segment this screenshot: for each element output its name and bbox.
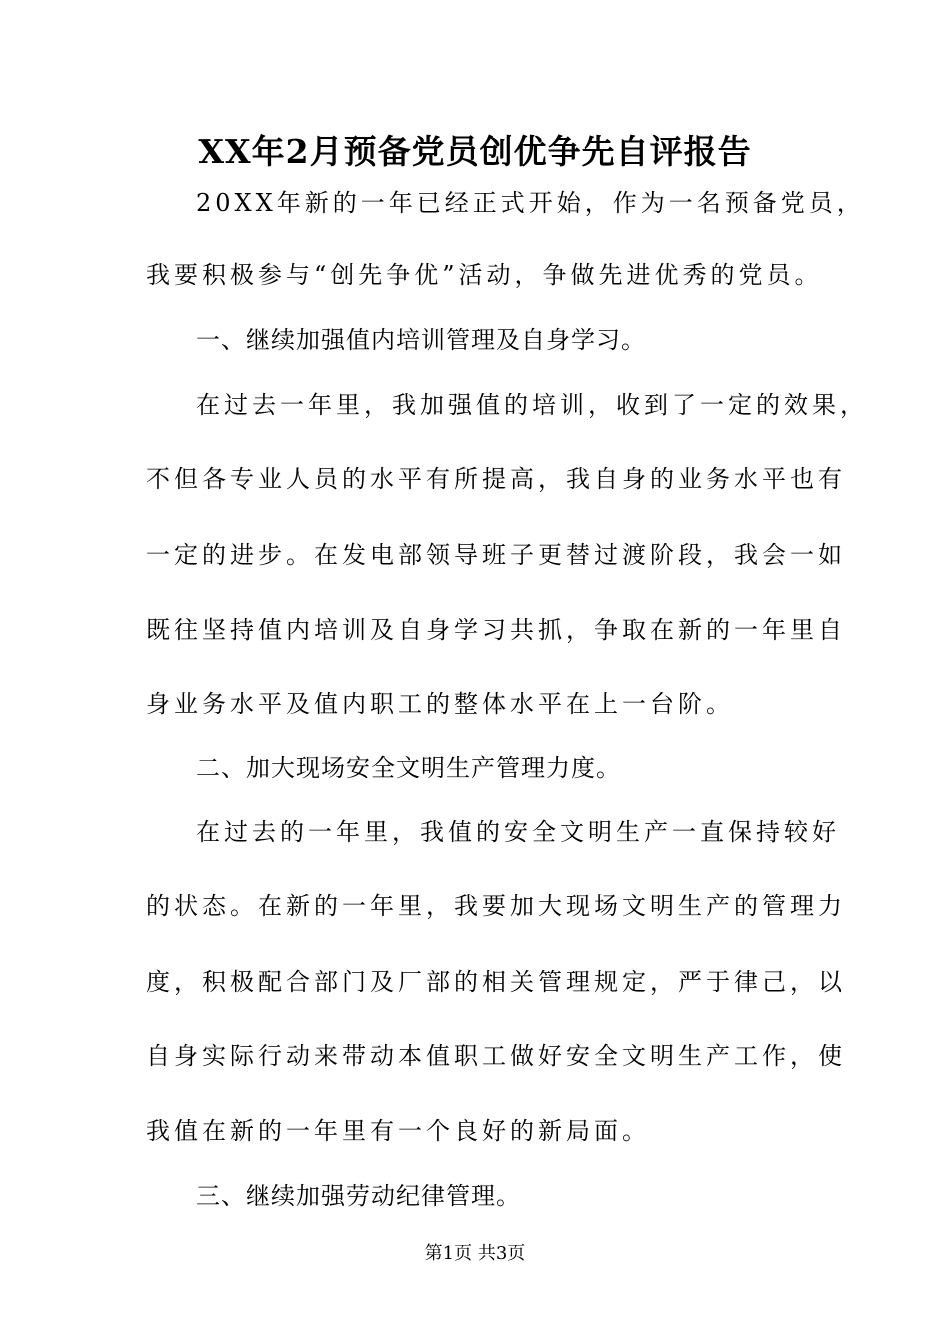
page-footer: 第1页 共3页 — [424, 1243, 526, 1264]
section-2-line-2: 的状态。在新的一年里，我要加大现场文明生产的管理力 — [146, 892, 846, 920]
section-2-line-4: 自身实际行动来带动本值职工做好安全文明生产工作，使 — [146, 1042, 846, 1070]
section-2-line-5: 我值在新的一年里有一个良好的新局面。 — [146, 1117, 650, 1145]
section-2-line-1: 在过去的一年里，我值的安全文明生产一直保持较好 — [196, 818, 840, 846]
section-1-line-5: 身业务水平及值内职工的整体水平在上一台阶。 — [146, 690, 734, 718]
section-1-line-1: 在过去一年里，我加强值的培训，收到了一定的效果， — [196, 391, 868, 419]
section-heading-3: 三、继续加强劳动纪律管理。 — [196, 1182, 521, 1210]
document-title: XX年2月预备党员创优争先自评报告 — [198, 132, 752, 171]
intro-line-2: 我要积极参与“创先争优”活动，争做先进优秀的党员。 — [146, 261, 823, 289]
intro-line-1: 20XX年新的一年已经正式开始，作为一名预备党员， — [196, 189, 865, 217]
section-1-line-4: 既往坚持值内培训及自身学习共抓，争取在新的一年里自 — [146, 616, 846, 644]
section-2-line-3: 度，积极配合部门及厂部的相关管理规定，严于律己，以 — [146, 968, 846, 996]
section-heading-2: 二、加大现场安全文明生产管理力度。 — [196, 754, 621, 782]
section-heading-1: 一、继续加强值内培训管理及自身学习。 — [196, 326, 646, 354]
section-1-line-3: 一定的进步。在发电部领导班子更替过渡阶段，我会一如 — [146, 541, 846, 569]
section-1-line-2: 不但各专业人员的水平有所提高，我自身的业务水平也有 — [146, 465, 846, 493]
